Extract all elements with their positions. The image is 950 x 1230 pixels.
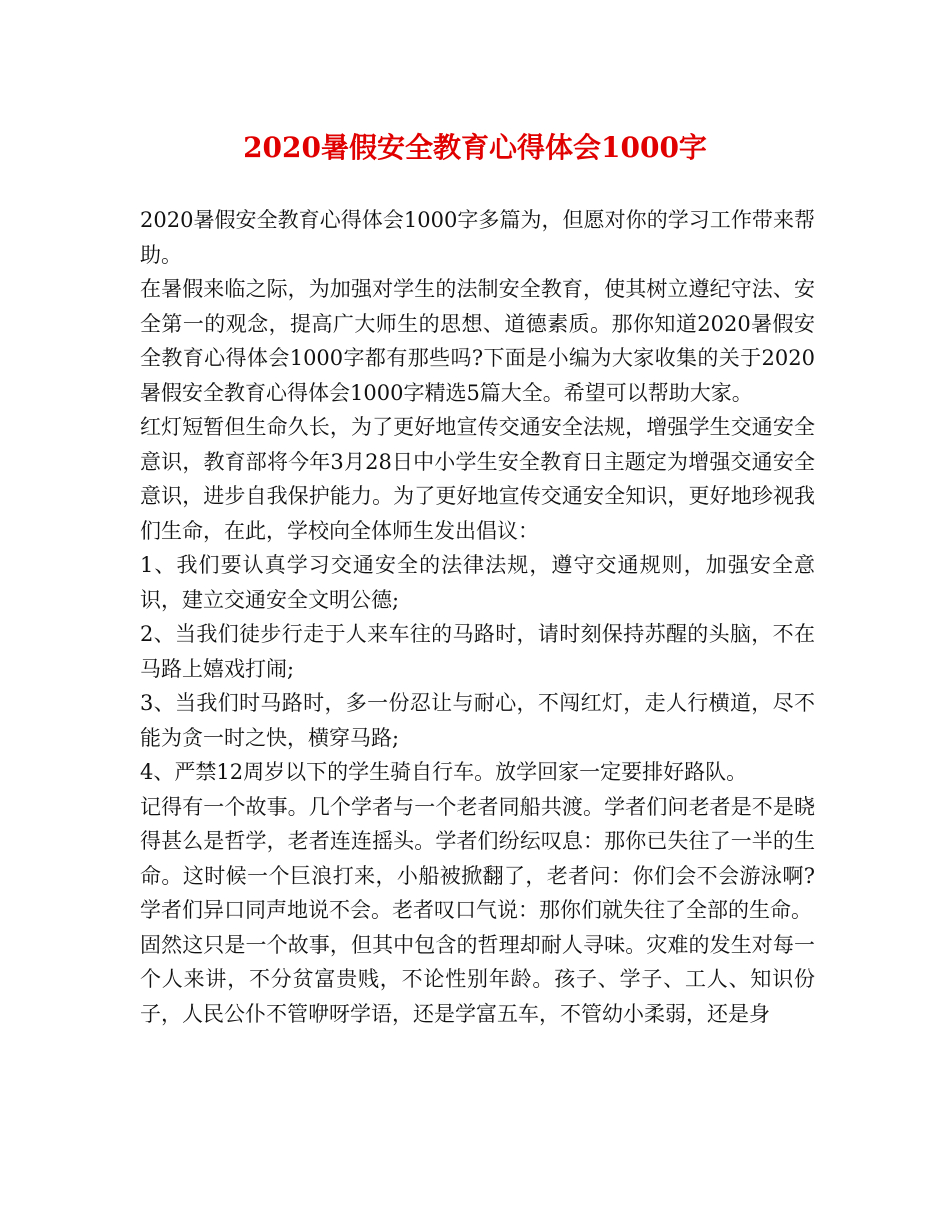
paragraph: 2、当我们徒步行走于人来车往的马路时，请时刻保持苏醒的头脑，不在马路上嬉戏打闹;: [140, 622, 815, 681]
document-title: 2020暑假安全教育心得体会1000字: [243, 131, 707, 164]
paragraph: 1、我们要认真学习交通安全的法律法规，遵守交通规则，加强安全意识，建立交通安全文明公德;: [140, 553, 815, 612]
paragraph: 红灯短暂但生命久长，为了更好地宣传交通安全法规，增强学生交通安全意识，教育部将今年3月28日中小学生安全教育日主题定为增强交通安全意识，进步自我保护能力。为了更好地宣传交通安全知识，更好地珍视我们生命，在此，学校向全体师生发出倡议：: [140, 415, 815, 543]
document-body: [140, 203, 815, 1031]
paragraph: 在暑假来临之际，为加强对学生的法制安全教育，使其树立遵纪守法、安全第一的观念，提高广大师生的思想、道德素质。那你知道2020暑假安全教育心得体会1000字都有那些吗?下面是小编为大家收集的关于2020暑假安全教育心得体会1000字精选5篇大全。希望可以帮助大家。: [140, 277, 815, 405]
paragraph: 记得有一个故事。几个学者与一个老者同船共渡。学者们问老者是不是晓得甚么是哲学，老者连连摇头。学者们纷纭叹息：那你已失往了一半的生命。这时候一个巨浪打来，小船被掀翻了，老者问：你们会不会游泳啊?学者们异口同声地说不会。老者叹口气说：那你们就失往了全部的生命。: [140, 794, 815, 922]
paragraph: 4、严禁12周岁以下的学生骑自行车。放学回家一定要排好路队。: [140, 760, 748, 784]
paragraph: 固然这只是一个故事，但其中包含的哲理却耐人寻味。灾难的发生对每一个人来讲，不分贫富贵贱，不论性别年龄。孩子、学子、工人、知识份子，人民公仆不管咿呀学语，还是学富五车，不管幼小柔弱，还是身: [140, 932, 815, 1026]
paragraph: 2020暑假安全教育心得体会1000字多篇为，但愿对你的学习工作带来帮助。: [140, 208, 815, 267]
paragraph: 3、当我们时马路时，多一份忍让与耐心，不闯红灯，走人行横道，尽不能为贪一时之快，横穿马路;: [140, 691, 815, 750]
